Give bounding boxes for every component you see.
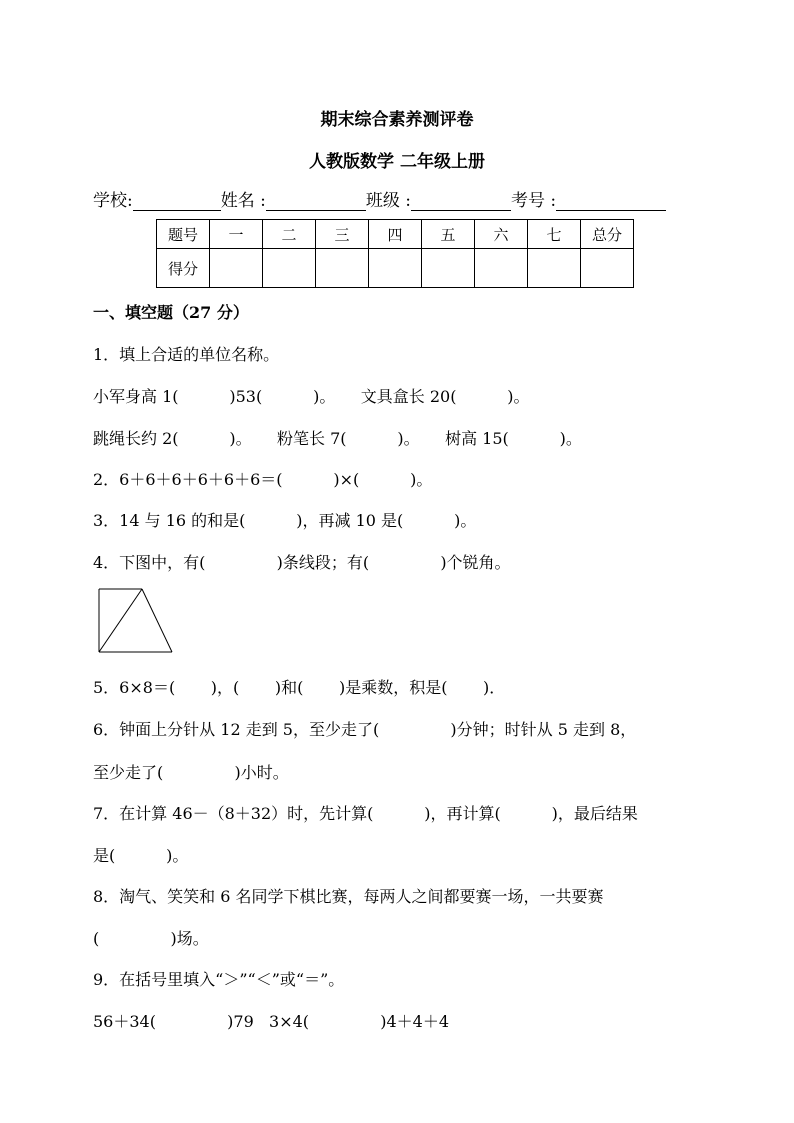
score-cell-blank[interactable] [422,249,475,288]
score-table-cell: 二 [263,220,316,249]
score-table-cell: 总分 [581,220,634,249]
score-cell-blank[interactable] [528,249,581,288]
section-heading: 一、填空题（27 分） [93,303,249,322]
score-table-cell: 一 [210,220,263,249]
question-8b: ( )场。 [93,929,209,948]
score-cell-blank[interactable] [316,249,369,288]
question-5: 5．6×8＝( )，( )和( )是乘数，积是( )． [93,678,506,697]
question-7b: 是( )。 [93,846,189,865]
score-table-score-row [157,249,634,288]
question-1: 1．填上合适的单位名称。 [93,345,280,364]
exam-title: 期末综合素养测评卷 [320,110,474,130]
score-cell-blank[interactable] [369,249,422,288]
score-table-cell: 四 [369,220,422,249]
triangle-figure [97,587,177,657]
question-9: 9．在括号里填入“＞”“＜”或“＝”。 [93,970,345,989]
score-table [156,219,634,288]
figure-diagonal [99,589,142,652]
score-cell-blank[interactable] [263,249,316,288]
figure-right-edge [142,589,172,652]
score-table-cell: 题号 [157,220,210,249]
score-table-cell: 五 [422,220,475,249]
question-8a: 8．淘气、笑笑和 6 名同学下棋比赛，每两人之间都要赛一场，一共要赛 [93,887,604,906]
exam-subtitle: 人教版数学 二年级上册 [309,152,485,172]
class-label: 班级 : [365,191,412,211]
score-table-header-row [157,220,634,249]
exam-number-label: 考号 : [511,191,557,211]
score-cell-blank[interactable] [475,249,528,288]
score-cell-blank[interactable] [581,249,634,288]
question-1a: 小军身高 1( )53( )。 文具盒长 20( )。 [93,387,530,406]
question-9a: 56＋34( )79 3×4( )4＋4＋4 [93,1012,450,1031]
exam-number-blank[interactable] [556,192,666,211]
school-label: 学校: [93,191,133,211]
question-2: 2．6＋6＋6＋6＋6＋6＝( )×( )。 [93,470,433,489]
name-blank[interactable] [266,192,366,211]
question-3: 3．14 与 16 的和是( )，再减 10 是( )。 [93,511,477,530]
question-4: 4．下图中，有( )条线段；有( )个锐角。 [93,553,511,572]
question-1b: 跳绳长约 2( )。 粉笔长 7( )。 树高 15( )。 [93,429,582,448]
class-blank[interactable] [411,192,511,211]
score-cell-blank[interactable] [210,249,263,288]
question-6a: 6．钟面上分针从 12 走到 5，至少走了( )分钟；时针从 5 走到 8， [93,720,637,739]
score-table-cell: 六 [475,220,528,249]
question-7a: 7．在计算 46－（8＋32）时，先计算( )，再计算( )，最后结果 [93,804,638,823]
score-table-cell: 得分 [157,249,210,288]
score-table-cell: 七 [528,220,581,249]
name-label: 姓名 : [220,191,266,211]
student-info-row [93,186,666,211]
school-blank[interactable] [133,192,221,211]
question-6b: 至少走了( )小时。 [93,763,289,782]
score-table-cell: 三 [316,220,369,249]
